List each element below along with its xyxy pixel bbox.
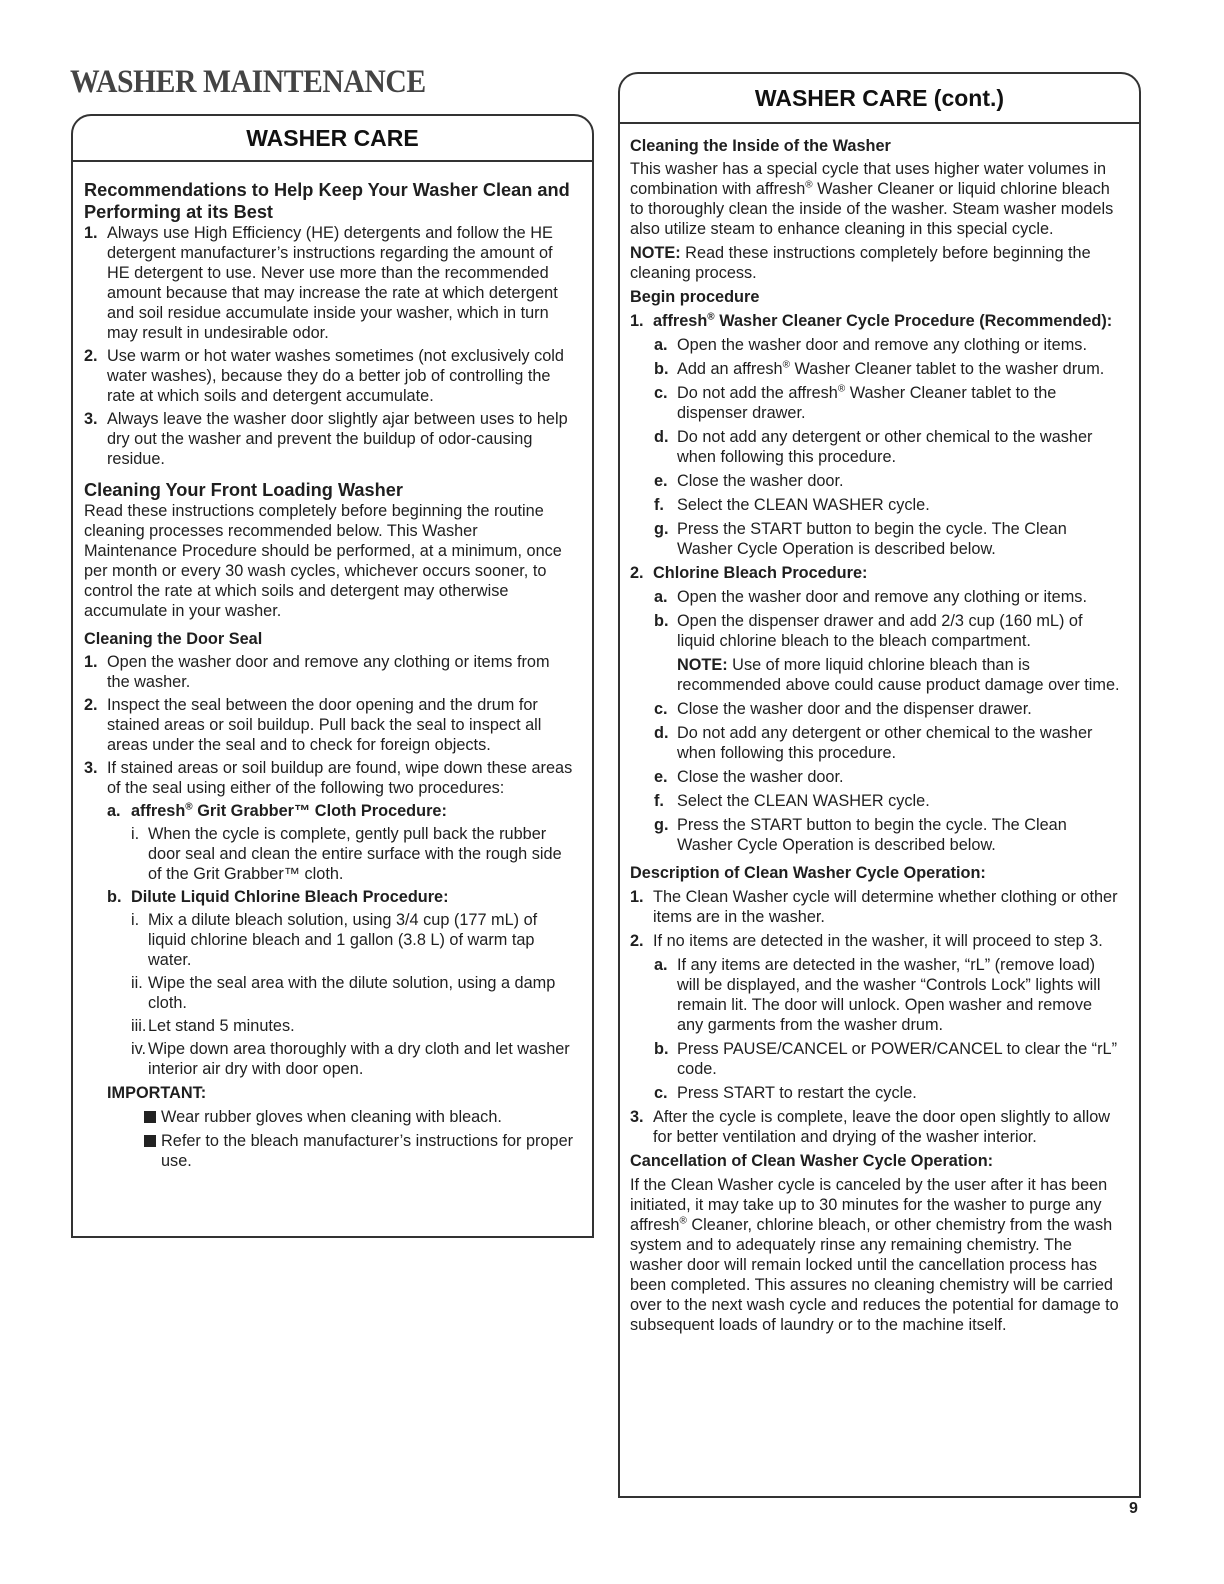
begin-procedure-title: Begin procedure — [630, 288, 760, 306]
important-label: IMPORTANT: — [107, 1084, 207, 1102]
recommendations-title: Recommendations to Help Keep Your Washer Clean and Performing at its Best — [84, 180, 570, 222]
washer-care-cont-heading: WASHER CARE (cont.) — [620, 74, 1139, 124]
list-item: g. Press the START button to begin the cycle. The Clean Washer Cycle Operation is described below. — [654, 816, 1067, 854]
cycle-description-title: Description of Clean Washer Cycle Operation: — [630, 864, 986, 882]
inside-washer-title: Cleaning the Inside of the Washer — [630, 137, 891, 155]
list-item: d. Do not add any detergent or other chemical to the washer when following this procedure. — [654, 428, 1093, 466]
list-item: 2. If no items are detected in the washer, it will proceed to step 3. — [630, 932, 1103, 950]
list-item: g. Press the START button to begin the cycle. The Clean Washer Cycle Operation is described below. — [654, 520, 1067, 558]
list-item: d. Do not add any detergent or other chemical to the washer when following this procedure. — [654, 724, 1093, 762]
note-text: NOTE: Read these instructions completely before beginning the cleaning process. — [630, 244, 1091, 282]
washer-care-cont-box — [618, 72, 1141, 1498]
list-item: Wear rubber gloves when cleaning with bleach. — [84, 1107, 574, 1127]
list-item: b. Press PAUSE/CANCEL or POWER/CANCEL to clear the “rL” code. — [654, 1040, 1118, 1078]
washer-care-cont-body — [620, 124, 1139, 1335]
list-item: e. Close the washer door. — [654, 768, 844, 786]
front-loading-title: Cleaning Your Front Loading Washer — [84, 480, 403, 500]
list-item: 3. If stained areas or soil buildup are found, wipe down these areas of the seal using either of the following two procedures: — [84, 759, 573, 797]
list-item: c. Do not add the affresh® Washer Cleaner tablet to the dispenser drawer. — [654, 383, 1057, 422]
list-item: 1. The Clean Washer cycle will determine whether clothing or other items are in the washer. — [630, 888, 1118, 926]
list-item: b. Open the dispenser drawer and add 2/3 cup (160 mL) of liquid chlorine bleach to the bleach compartment. — [654, 612, 1083, 650]
list-item: a. If any items are detected in the washer, “rL” (remove load) will be displayed, and the washer “Controls Lock” lights will remain lit. The door will unlock. Open washer and remove any garments from the washer drum. — [654, 956, 1101, 1034]
list-item: a. Open the washer door and remove any clothing or items. — [654, 588, 1087, 606]
list-item: b. Add an affresh® Washer Cleaner tablet to the washer drum. — [654, 359, 1105, 378]
list-item: iv. Wipe down area thoroughly with a dry cloth and let washer interior air dry with door open. — [131, 1040, 570, 1078]
washer-care-box — [71, 114, 594, 1238]
list-item: 2. Inspect the seal between the door opening and the drum for stained areas or soil buildup. Pull back the seal to inspect all areas under the seal and to check for foreign objects. — [84, 696, 542, 754]
bleach-note: NOTE: Use of more liquid chlorine bleach than is recommended above could cause product damage over time. — [677, 656, 1120, 694]
list-item: a. Open the washer door and remove any clothing or items. — [654, 336, 1087, 354]
inside-washer-text: This washer has a special cycle that uses higher water volumes in combination with affresh® Washer Cleaner or liquid chlorine bleach to thoroughly clean the inside of the washer. Steam washer models also utilize steam to enhance cleaning in this special cycle. — [630, 160, 1114, 238]
grit-grabber-procedure-title: a. affresh® Grit Grabber™ Cloth Procedure: — [107, 801, 447, 820]
list-item: c. Press START to restart the cycle. — [654, 1084, 917, 1102]
square-bullet-icon — [144, 1135, 156, 1147]
list-item: 2. Use warm or hot water washes sometimes (not exclusively cold water washes), because they do a better job of controlling the rate at which soils and detergent accumulate. — [84, 347, 564, 405]
square-bullet-icon — [144, 1111, 156, 1123]
list-item: f. Select the CLEAN WASHER cycle. — [654, 496, 930, 514]
list-item: ii. Wipe the seal area with the dilute solution, using a damp cloth. — [131, 974, 556, 1012]
list-item: i. When the cycle is complete, gently pull back the rubber door seal and clean the entire surface with the rough side of the Grit Grabber™ cloth. — [131, 825, 562, 883]
door-seal-title: Cleaning the Door Seal — [84, 630, 263, 648]
list-item: iii. Let stand 5 minutes. — [131, 1017, 295, 1035]
page-number: 9 — [1129, 1500, 1138, 1517]
list-item: 1. Always use High Efficiency (HE) detergents and follow the HE detergent manufacturer’s instructions regarding the amount of HE detergent to use. Never use more than the recommended amount because that may increase the rate at which detergent and soil residue accumulate inside your washer, which in turn may result in undesirable odor. — [84, 224, 558, 342]
washer-care-body — [73, 162, 592, 1171]
washer-care-heading: WASHER CARE — [73, 116, 592, 162]
list-item: 1. Open the washer door and remove any clothing or items from the washer. — [84, 653, 550, 691]
cancellation-text: If the Clean Washer cycle is canceled by the user after it has been initiated, it may take up to 30 minutes for the washer to purge any affresh® Cleaner, chlorine bleach, or other chemistry from the wash system and to adequately rinse any remaining chemistry. The washer door will remain locked until the cancellation process has been completed. This assures no cleaning chemistry will be carried over to the next wash cycle and reduces the potential for damage to subsequent loads of laundry or to the machine itself. — [630, 1176, 1119, 1334]
list-item: f. Select the CLEAN WASHER cycle. — [654, 792, 930, 810]
list-item: 3. Always leave the washer door slightly ajar between uses to help dry out the washer and prevent the buildup of odor-causing residue. — [84, 410, 568, 468]
list-item: i. Mix a dilute bleach solution, using 3/4 cup (177 mL) of liquid chlorine bleach and 1 gallon (3.8 L) of warm tap water. — [131, 911, 538, 969]
list-item: Refer to the bleach manufacturer’s instructions for proper use. — [84, 1131, 574, 1171]
chlorine-procedure-title: 2. Chlorine Bleach Procedure: — [630, 564, 868, 582]
list-item: c. Close the washer door and the dispenser drawer. — [654, 700, 1032, 718]
list-item: 3. After the cycle is complete, leave the door open slightly to allow for better ventilation and drying of the washer interior. — [630, 1108, 1111, 1146]
page-title: WASHER MAINTENANCE — [70, 64, 426, 100]
cancellation-title: Cancellation of Clean Washer Cycle Operation: — [630, 1152, 994, 1170]
list-item: e. Close the washer door. — [654, 472, 844, 490]
affresh-procedure-title: 1. affresh® Washer Cleaner Cycle Procedure (Recommended): — [630, 311, 1113, 330]
front-loading-text: Read these instructions completely before beginning the routine cleaning processes recommended below. This Washer Maintenance Procedure should be performed, at a minimum, once per month or every 30 wash cycles, whichever occurs sooner, to control the rate at which soils and detergent may otherwise accumulate in your washer. — [84, 502, 562, 620]
dilute-bleach-procedure-title: b. Dilute Liquid Chlorine Bleach Procedure: — [107, 888, 449, 906]
